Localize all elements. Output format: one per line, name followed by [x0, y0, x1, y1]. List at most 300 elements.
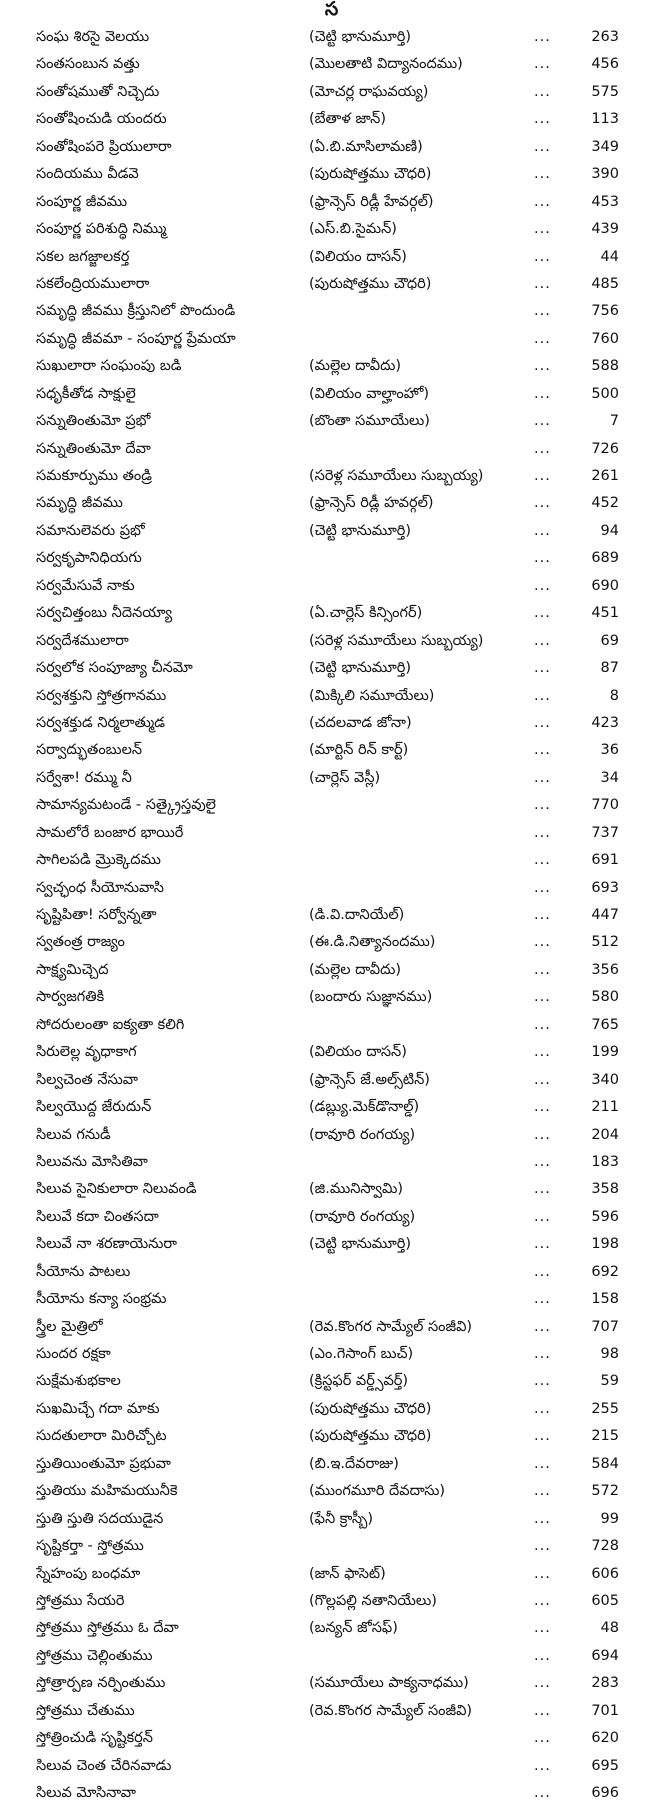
- song-index-list: [36, 24, 619, 1807]
- index-entry: [36, 106, 619, 133]
- leader-dots: ...: [534, 1346, 551, 1362]
- page-number: 211: [591, 1099, 619, 1116]
- leader-dots: ...: [534, 1483, 551, 1500]
- leader-dots: ...: [534, 1099, 551, 1116]
- page-number: 756: [591, 303, 619, 320]
- leader-dots: ...: [534, 275, 551, 292]
- song-title: స్తోత్రించుడి సృష్టికర్తన్: [36, 1730, 153, 1747]
- song-author: (రావూరి రంగయ్య): [309, 1126, 416, 1143]
- page-number: 204: [591, 1126, 619, 1143]
- leader-dots: ...: [534, 989, 551, 1006]
- page-number: 255: [591, 1400, 619, 1417]
- leader-dots: ...: [534, 687, 551, 704]
- song-author: (మొలతాటి విద్యానందము): [309, 56, 463, 73]
- index-entry: [36, 1670, 619, 1697]
- song-title: సిలువను మోసితివా: [36, 1153, 148, 1170]
- song-author: (మిక్కిలి సమూయేలు): [309, 687, 435, 704]
- page-number: 59: [600, 1373, 619, 1390]
- page-number: 692: [591, 1263, 619, 1280]
- index-entry: [36, 216, 619, 243]
- leader-dots: ...: [534, 193, 551, 210]
- song-title: సమృద్ధి జీవము: [36, 495, 123, 512]
- index-entry: [36, 1725, 619, 1752]
- leader-dots: ...: [534, 660, 551, 677]
- song-author: (బి.ఇ.దేవరాజు): [309, 1455, 399, 1472]
- page-number: 447: [591, 907, 619, 923]
- song-title: సుక్షేమశుభకాల: [36, 1373, 121, 1390]
- leader-dots: ...: [534, 248, 551, 265]
- leader-dots: ...: [534, 1428, 551, 1445]
- song-title: సిలువ గనుడీ: [36, 1126, 111, 1143]
- song-title: సిల్వచెంత నేసువా: [36, 1071, 138, 1088]
- song-author: (జాన్ ఫాసెట్): [309, 1565, 386, 1582]
- song-title: సమృద్ధి జీవము క్రీస్తునిలో పొందుండి: [36, 303, 236, 320]
- leader-dots: ...: [534, 1510, 551, 1527]
- leader-dots: ...: [534, 1318, 551, 1335]
- index-entry: [36, 490, 619, 517]
- song-title: సమానులెవరు ప్రభో: [36, 522, 145, 539]
- song-title: సుందర రక్షకా: [36, 1346, 111, 1362]
- page-number: 696: [591, 1785, 619, 1801]
- song-title: సిలువ సైనికులారా నిలువండి: [36, 1181, 197, 1198]
- song-title: స్తోత్రము చేతుము: [36, 1702, 135, 1719]
- page-number: 87: [600, 660, 619, 677]
- page-number: 485: [591, 275, 619, 292]
- page-number: 690: [591, 577, 619, 594]
- song-title: సన్నుతింతుమో ప్రభో: [36, 413, 151, 430]
- page-number: 34: [600, 769, 619, 786]
- index-entry: [36, 24, 619, 51]
- page-number: 707: [591, 1318, 619, 1335]
- song-author: (బేతాళ జాన్): [309, 111, 386, 128]
- index-entry: [36, 957, 619, 984]
- leader-dots: ...: [534, 166, 551, 183]
- song-title: సధృకీతోడ సాక్షులై: [36, 385, 136, 402]
- song-author: (ఫ్రాన్సెస్ రిడ్లీ హేవర్గల్): [309, 193, 434, 210]
- index-entry: [36, 436, 619, 463]
- page-number: 456: [591, 56, 619, 73]
- song-title: స్తోత్రార్పణ నర్పింతుము: [36, 1675, 166, 1692]
- song-title: సర్వశక్తుడ నిర్మలాత్ముడ: [36, 714, 165, 731]
- song-author: (ఎస్.బి.సైమన్): [309, 221, 397, 238]
- song-title: సామలోరే బంజార భాయిరే: [36, 824, 184, 841]
- page-number: 8: [609, 687, 619, 704]
- index-entry: [36, 326, 619, 353]
- song-author: (చార్లెస్ వెస్లీ): [309, 769, 381, 786]
- leader-dots: ...: [534, 1153, 551, 1170]
- page-number: 588: [591, 358, 619, 375]
- index-entry: [36, 655, 619, 682]
- leader-dots: ...: [534, 1702, 551, 1719]
- page-number: 7: [609, 413, 619, 430]
- song-author: (రెవ.కొంగర సామ్యేల్ సంజీవి): [309, 1318, 473, 1335]
- leader-dots: ...: [534, 879, 551, 896]
- song-title: సాగిలపడి మ్రొక్కెదము: [36, 852, 161, 869]
- index-entry: [36, 1259, 619, 1286]
- leader-dots: ...: [534, 852, 551, 869]
- index-entry: [36, 381, 619, 408]
- song-title: స్వచ్ఛంధ సీయోనువాసి: [36, 879, 164, 896]
- leader-dots: ...: [534, 1126, 551, 1143]
- index-entry: [36, 1643, 619, 1670]
- song-title: స్తుతి స్తుతి సదయుడైన: [36, 1510, 164, 1527]
- page-number: 44: [600, 248, 619, 265]
- index-entry: [36, 79, 619, 106]
- index-entry: [36, 984, 619, 1011]
- song-title: సోదరులంతా ఐక్యతా కలిగి: [36, 1016, 185, 1033]
- leader-dots: ...: [534, 632, 551, 649]
- leader-dots: ...: [534, 1400, 551, 1417]
- song-author: (ముంగమూరి దేవదాసు): [309, 1483, 446, 1500]
- index-entry: [36, 1478, 619, 1505]
- index-entry: [36, 1423, 619, 1450]
- page-number: 453: [591, 193, 619, 210]
- index-entry: [36, 298, 619, 325]
- song-author: (సమూయేలు పాక్యనాధము): [309, 1675, 469, 1692]
- page-number: 439: [591, 221, 619, 238]
- page-number: 263: [591, 29, 619, 45]
- leader-dots: ...: [534, 1181, 551, 1198]
- page-number: 760: [591, 330, 619, 347]
- song-title: స్తుతియు మహిమయునీకె: [36, 1483, 178, 1500]
- index-entry: [36, 1753, 619, 1780]
- page-number: 728: [591, 1538, 619, 1555]
- leader-dots: ...: [534, 221, 551, 238]
- leader-dots: ...: [534, 1208, 551, 1225]
- index-entry: [36, 161, 619, 188]
- song-title: స్తోత్రము సేయరె: [36, 1592, 125, 1609]
- page-number: 512: [591, 934, 619, 951]
- leader-dots: ...: [534, 1565, 551, 1582]
- song-author: (బందారు సుజ్ఞానము): [309, 989, 433, 1006]
- song-title: సమకూర్పుము తండ్రి: [36, 468, 152, 484]
- song-title: సందియము వీడవె: [36, 166, 139, 183]
- leader-dots: ...: [534, 605, 551, 622]
- page-number: 584: [591, 1455, 619, 1472]
- leader-dots: ...: [534, 577, 551, 594]
- index-entry: [36, 1149, 619, 1176]
- index-entry: [36, 600, 619, 627]
- index-entry: [36, 1451, 619, 1478]
- song-title: సంతోషముతో నిచ్చెదు: [36, 83, 160, 100]
- page-number: 575: [591, 83, 619, 100]
- song-title: సంఘ శిరసై వెలయు: [36, 29, 150, 45]
- song-title: సంపూర్ణ జీవము: [36, 193, 127, 210]
- index-entry: [36, 683, 619, 710]
- leader-dots: ...: [534, 1620, 551, 1637]
- index-entry: [36, 1012, 619, 1039]
- song-title: సంతోషించుడి యందరు: [36, 111, 167, 128]
- index-entry: [36, 1341, 619, 1368]
- song-author: (ఏ.బి.మాసిలామణి): [309, 138, 423, 155]
- song-title: స్తుతియింతుమో ప్రభువా: [36, 1455, 171, 1472]
- index-entry: [36, 244, 619, 271]
- leader-dots: ...: [534, 1757, 551, 1774]
- song-title: సర్వచిత్తంబు నీదెనయ్యా: [36, 605, 173, 622]
- song-title: సర్వకృపానిధియగు: [36, 550, 142, 567]
- leader-dots: ...: [534, 1373, 551, 1390]
- page-number: 451: [591, 605, 619, 622]
- index-entry: [36, 408, 619, 435]
- leader-dots: ...: [534, 961, 551, 978]
- leader-dots: ...: [534, 1455, 551, 1472]
- song-author: (క్రిస్టఫర్ వర్డ్స్‌వర్త్): [309, 1373, 409, 1390]
- leader-dots: ...: [534, 83, 551, 100]
- index-entry: [36, 847, 619, 874]
- index-entry: [36, 1615, 619, 1642]
- leader-dots: ...: [534, 1730, 551, 1747]
- page-number: 358: [591, 1181, 619, 1198]
- leader-dots: ...: [534, 1071, 551, 1088]
- song-author: (బన్యన్ జోసఫ్): [309, 1620, 398, 1637]
- page-number: 94: [600, 522, 619, 539]
- song-title: సీయోను పాటలు: [36, 1263, 131, 1280]
- index-entry: [36, 1368, 619, 1395]
- leader-dots: ...: [534, 303, 551, 320]
- song-title: సిరులెల్ల వృధాకాగ: [36, 1044, 137, 1061]
- song-author: (రావూరి రంగయ్య): [309, 1208, 416, 1225]
- index-entry: [36, 875, 619, 902]
- page-number: 689: [591, 550, 619, 567]
- index-entry: [36, 1314, 619, 1341]
- song-author: (డి.వి.దానియేల్): [309, 907, 405, 923]
- index-entry: [36, 929, 619, 956]
- song-author: (మల్లెల దావీదు): [309, 358, 402, 375]
- index-entry: [36, 463, 619, 490]
- page-number: 283: [591, 1675, 619, 1692]
- leader-dots: ...: [534, 907, 551, 923]
- index-entry: [36, 545, 619, 572]
- song-author: (బొంతా సమూయేలు): [309, 413, 430, 430]
- song-title: సకలేంద్రియములారా: [36, 275, 150, 292]
- index-entry: [36, 189, 619, 216]
- song-title: సుఖులారా సంఘంపు బడి: [36, 358, 182, 375]
- page-number: 737: [591, 824, 619, 841]
- song-title: సిలువే కదా చింతసదా: [36, 1208, 159, 1225]
- song-author: (ఫేనీ క్రాస్బీ): [309, 1510, 374, 1527]
- index-entry: [36, 1780, 619, 1807]
- song-title: స్నేహంపు బంధమా: [36, 1565, 141, 1582]
- leader-dots: ...: [534, 358, 551, 375]
- song-title: సీయోను కన్యా సంభ్రమ: [36, 1291, 167, 1308]
- song-title: సర్వదేశములారా: [36, 632, 129, 649]
- song-title: సిలువ మోసినావా: [36, 1785, 136, 1801]
- index-entry: [36, 1067, 619, 1094]
- leader-dots: ...: [534, 1538, 551, 1555]
- index-entry: [36, 628, 619, 655]
- index-entry: [36, 710, 619, 737]
- index-entry: [36, 518, 619, 545]
- song-author: (రెవ.కొంగర సామ్యేల్ సంజీవి): [309, 1702, 473, 1719]
- song-author: (మోచర్ల రాఘవయ్య): [309, 83, 429, 100]
- leader-dots: ...: [534, 56, 551, 73]
- index-entry: [36, 1122, 619, 1149]
- leader-dots: ...: [534, 1044, 551, 1061]
- song-title: స్వతంత్ర రాజ్యం: [36, 934, 125, 951]
- song-title: సర్వశక్తుని స్తోత్రగానము: [36, 687, 167, 704]
- leader-dots: ...: [534, 1291, 551, 1308]
- page-number: 452: [591, 495, 619, 512]
- song-author: (పురుషోత్తము చౌధరి): [309, 166, 432, 183]
- page-number: 261: [591, 468, 619, 484]
- song-author: (పురుషోత్తము చౌధరి): [309, 275, 432, 292]
- leader-dots: ...: [534, 522, 551, 539]
- index-entry: [36, 271, 619, 298]
- leader-dots: ...: [534, 824, 551, 841]
- leader-dots: ...: [534, 1592, 551, 1609]
- page-number: 198: [591, 1236, 619, 1253]
- index-entry: [36, 792, 619, 819]
- song-title: సర్వమేసువే నాకు: [36, 577, 135, 594]
- index-entry: [36, 1176, 619, 1203]
- leader-dots: ...: [534, 797, 551, 814]
- index-entry: [36, 353, 619, 380]
- leader-dots: ...: [534, 111, 551, 128]
- song-author: (చెట్టి భానుమూర్తి): [309, 29, 412, 45]
- song-author: (పురుషోత్తము చౌధరి): [309, 1400, 432, 1417]
- index-entry: [36, 51, 619, 78]
- song-author: (చదలవాడ జోనా): [309, 714, 412, 731]
- index-entry: [36, 1204, 619, 1231]
- leader-dots: ...: [534, 1785, 551, 1801]
- song-author: (పురుషోత్తము చౌధరి): [309, 1428, 432, 1445]
- leader-dots: ...: [534, 1236, 551, 1253]
- song-title: సర్వాద్భుతంబులన్: [36, 742, 143, 759]
- song-title: సర్వలోక సంపూజ్యా చీనమో: [36, 660, 193, 677]
- song-title: సృష్టిపితా! సర్వోన్నతా: [36, 907, 157, 923]
- leader-dots: ...: [534, 1016, 551, 1033]
- leader-dots: ...: [534, 769, 551, 786]
- page-number: 113: [591, 111, 619, 128]
- song-author: (డబ్ల్యు.మెక్‌డొనాల్డ్): [309, 1099, 420, 1116]
- song-author: (ఏ.చార్లెస్ కిన్సింగర్): [309, 605, 423, 622]
- song-author: (విలియం వాల్హాంహో): [309, 385, 430, 402]
- index-entry: [36, 1506, 619, 1533]
- leader-dots: ...: [534, 1675, 551, 1692]
- leader-dots: ...: [534, 742, 551, 759]
- song-title: సాక్ష్యమిచ్చెద: [36, 961, 109, 978]
- page-number: 215: [591, 1428, 619, 1445]
- index-entry: [36, 820, 619, 847]
- song-title: సంపూర్ణ పరిశుద్ధి నిమ్ము: [36, 221, 167, 238]
- song-author: (చెట్టి భానుమూర్తి): [309, 660, 412, 677]
- leader-dots: ...: [534, 468, 551, 484]
- page-number: 606: [591, 1565, 619, 1582]
- song-title: స్త్రీల మైత్రిలో: [36, 1318, 103, 1335]
- page-number: 691: [591, 852, 619, 869]
- index-entry: [36, 1588, 619, 1615]
- song-title: సమృద్ధి జీవమా - సంపూర్ణ ప్రేమయా: [36, 330, 236, 347]
- page-number: 48: [600, 1620, 619, 1637]
- index-entry: [36, 765, 619, 792]
- song-title: సంతోషింపరె ప్రియులారా: [36, 138, 172, 155]
- song-author: (గొల్లపల్లి నతానియేలు): [309, 1592, 437, 1609]
- index-entry: [36, 1094, 619, 1121]
- page-number: 158: [591, 1291, 619, 1308]
- page-number: 572: [591, 1483, 619, 1500]
- song-author: (సరెళ్ల సమూయేలు సుబ్బయ్య): [309, 468, 484, 484]
- page-number: 596: [591, 1208, 619, 1225]
- leader-dots: ...: [534, 1647, 551, 1664]
- index-entry: [36, 1039, 619, 1066]
- page-number: 695: [591, 1757, 619, 1774]
- page-number: 605: [591, 1592, 619, 1609]
- index-entry: [36, 134, 619, 161]
- page-number: 580: [591, 989, 619, 1006]
- page-number: 69: [600, 632, 619, 649]
- page-number: 349: [591, 138, 619, 155]
- song-author: (ఈ.డి.నిత్యానందము): [309, 934, 436, 951]
- leader-dots: ...: [534, 138, 551, 155]
- page-number: 423: [591, 714, 619, 731]
- song-title: సుఖమిచ్చే గదా మాకు: [36, 1400, 160, 1417]
- index-entry: [36, 1561, 619, 1588]
- leader-dots: ...: [534, 495, 551, 512]
- leader-dots: ...: [534, 330, 551, 347]
- leader-dots: ...: [534, 385, 551, 402]
- index-entry: [36, 573, 619, 600]
- song-author: (మార్టిన్ రిన్ కార్ట్): [309, 742, 409, 759]
- page-number: 98: [600, 1346, 619, 1362]
- song-title: సృష్టికర్తా - స్తోత్రము: [36, 1538, 144, 1555]
- page-number: 99: [600, 1510, 619, 1527]
- song-title: సర్వేశా! రమ్ము నీ: [36, 769, 132, 786]
- song-title: సంతసంబున వత్తు: [36, 56, 140, 73]
- song-title: సిలువ చెంత చేరినవాడు: [36, 1757, 172, 1774]
- song-author: (మల్లెల దావీదు): [309, 961, 402, 978]
- page-number: 694: [591, 1647, 619, 1664]
- index-entry: [36, 1286, 619, 1313]
- song-title: సుదతులారా మిరిచ్చోట: [36, 1428, 167, 1445]
- song-title: సన్నుతింతుమో దేవా: [36, 440, 151, 457]
- page-number: 701: [591, 1702, 619, 1719]
- page-number: 356: [591, 961, 619, 978]
- song-author: (ఫ్రాన్సెస్ జే.అల్స్‌టిన్): [309, 1071, 430, 1088]
- leader-dots: ...: [534, 440, 551, 457]
- song-title: స్తోత్రము స్తోత్రము ఓ దేవా: [36, 1620, 179, 1637]
- song-author: (జి.మునిస్వామి): [309, 1181, 403, 1198]
- song-title: సిల్వయొద్ద జేరుదున్: [36, 1099, 152, 1116]
- leader-dots: ...: [534, 1263, 551, 1280]
- song-author: (చెట్టి భానుమూర్తి): [309, 522, 412, 539]
- index-entry: [36, 1698, 619, 1725]
- index-entry: [36, 902, 619, 929]
- page-number: 693: [591, 879, 619, 896]
- song-author: (ఫ్రాన్సెస్ రిడ్లీ హవర్గల్): [309, 495, 434, 512]
- page-number: 199: [591, 1044, 619, 1061]
- song-author: (విలియం దాసన్): [309, 248, 407, 265]
- leader-dots: ...: [534, 29, 551, 45]
- index-entry: [36, 1533, 619, 1560]
- index-entry: [36, 737, 619, 764]
- song-author: (ఎం.గెసాంగ్ బుచ్): [309, 1346, 414, 1362]
- song-title: సిలువే నా శరణాయెనురా: [36, 1236, 177, 1253]
- page-number: 390: [591, 166, 619, 183]
- page-number: 36: [600, 742, 619, 759]
- song-author: (చెట్టి భానుమూర్తి): [309, 1236, 412, 1253]
- page-number: 620: [591, 1730, 619, 1747]
- section-heading: స: [324, 0, 339, 20]
- song-title: స్తోత్రము చెల్లింతుము: [36, 1647, 153, 1664]
- leader-dots: ...: [534, 934, 551, 951]
- song-title: సామాన్యమటండే - సత్క్రైస్తవులై: [36, 797, 216, 814]
- index-entry: [36, 1396, 619, 1423]
- song-author: (సరెళ్ల సమూయేలు సుబ్బయ్య): [309, 632, 484, 649]
- leader-dots: ...: [534, 714, 551, 731]
- index-entry: [36, 1231, 619, 1258]
- page-number: 183: [591, 1153, 619, 1170]
- song-title: సకల జగజ్జాలకర్త: [36, 248, 130, 265]
